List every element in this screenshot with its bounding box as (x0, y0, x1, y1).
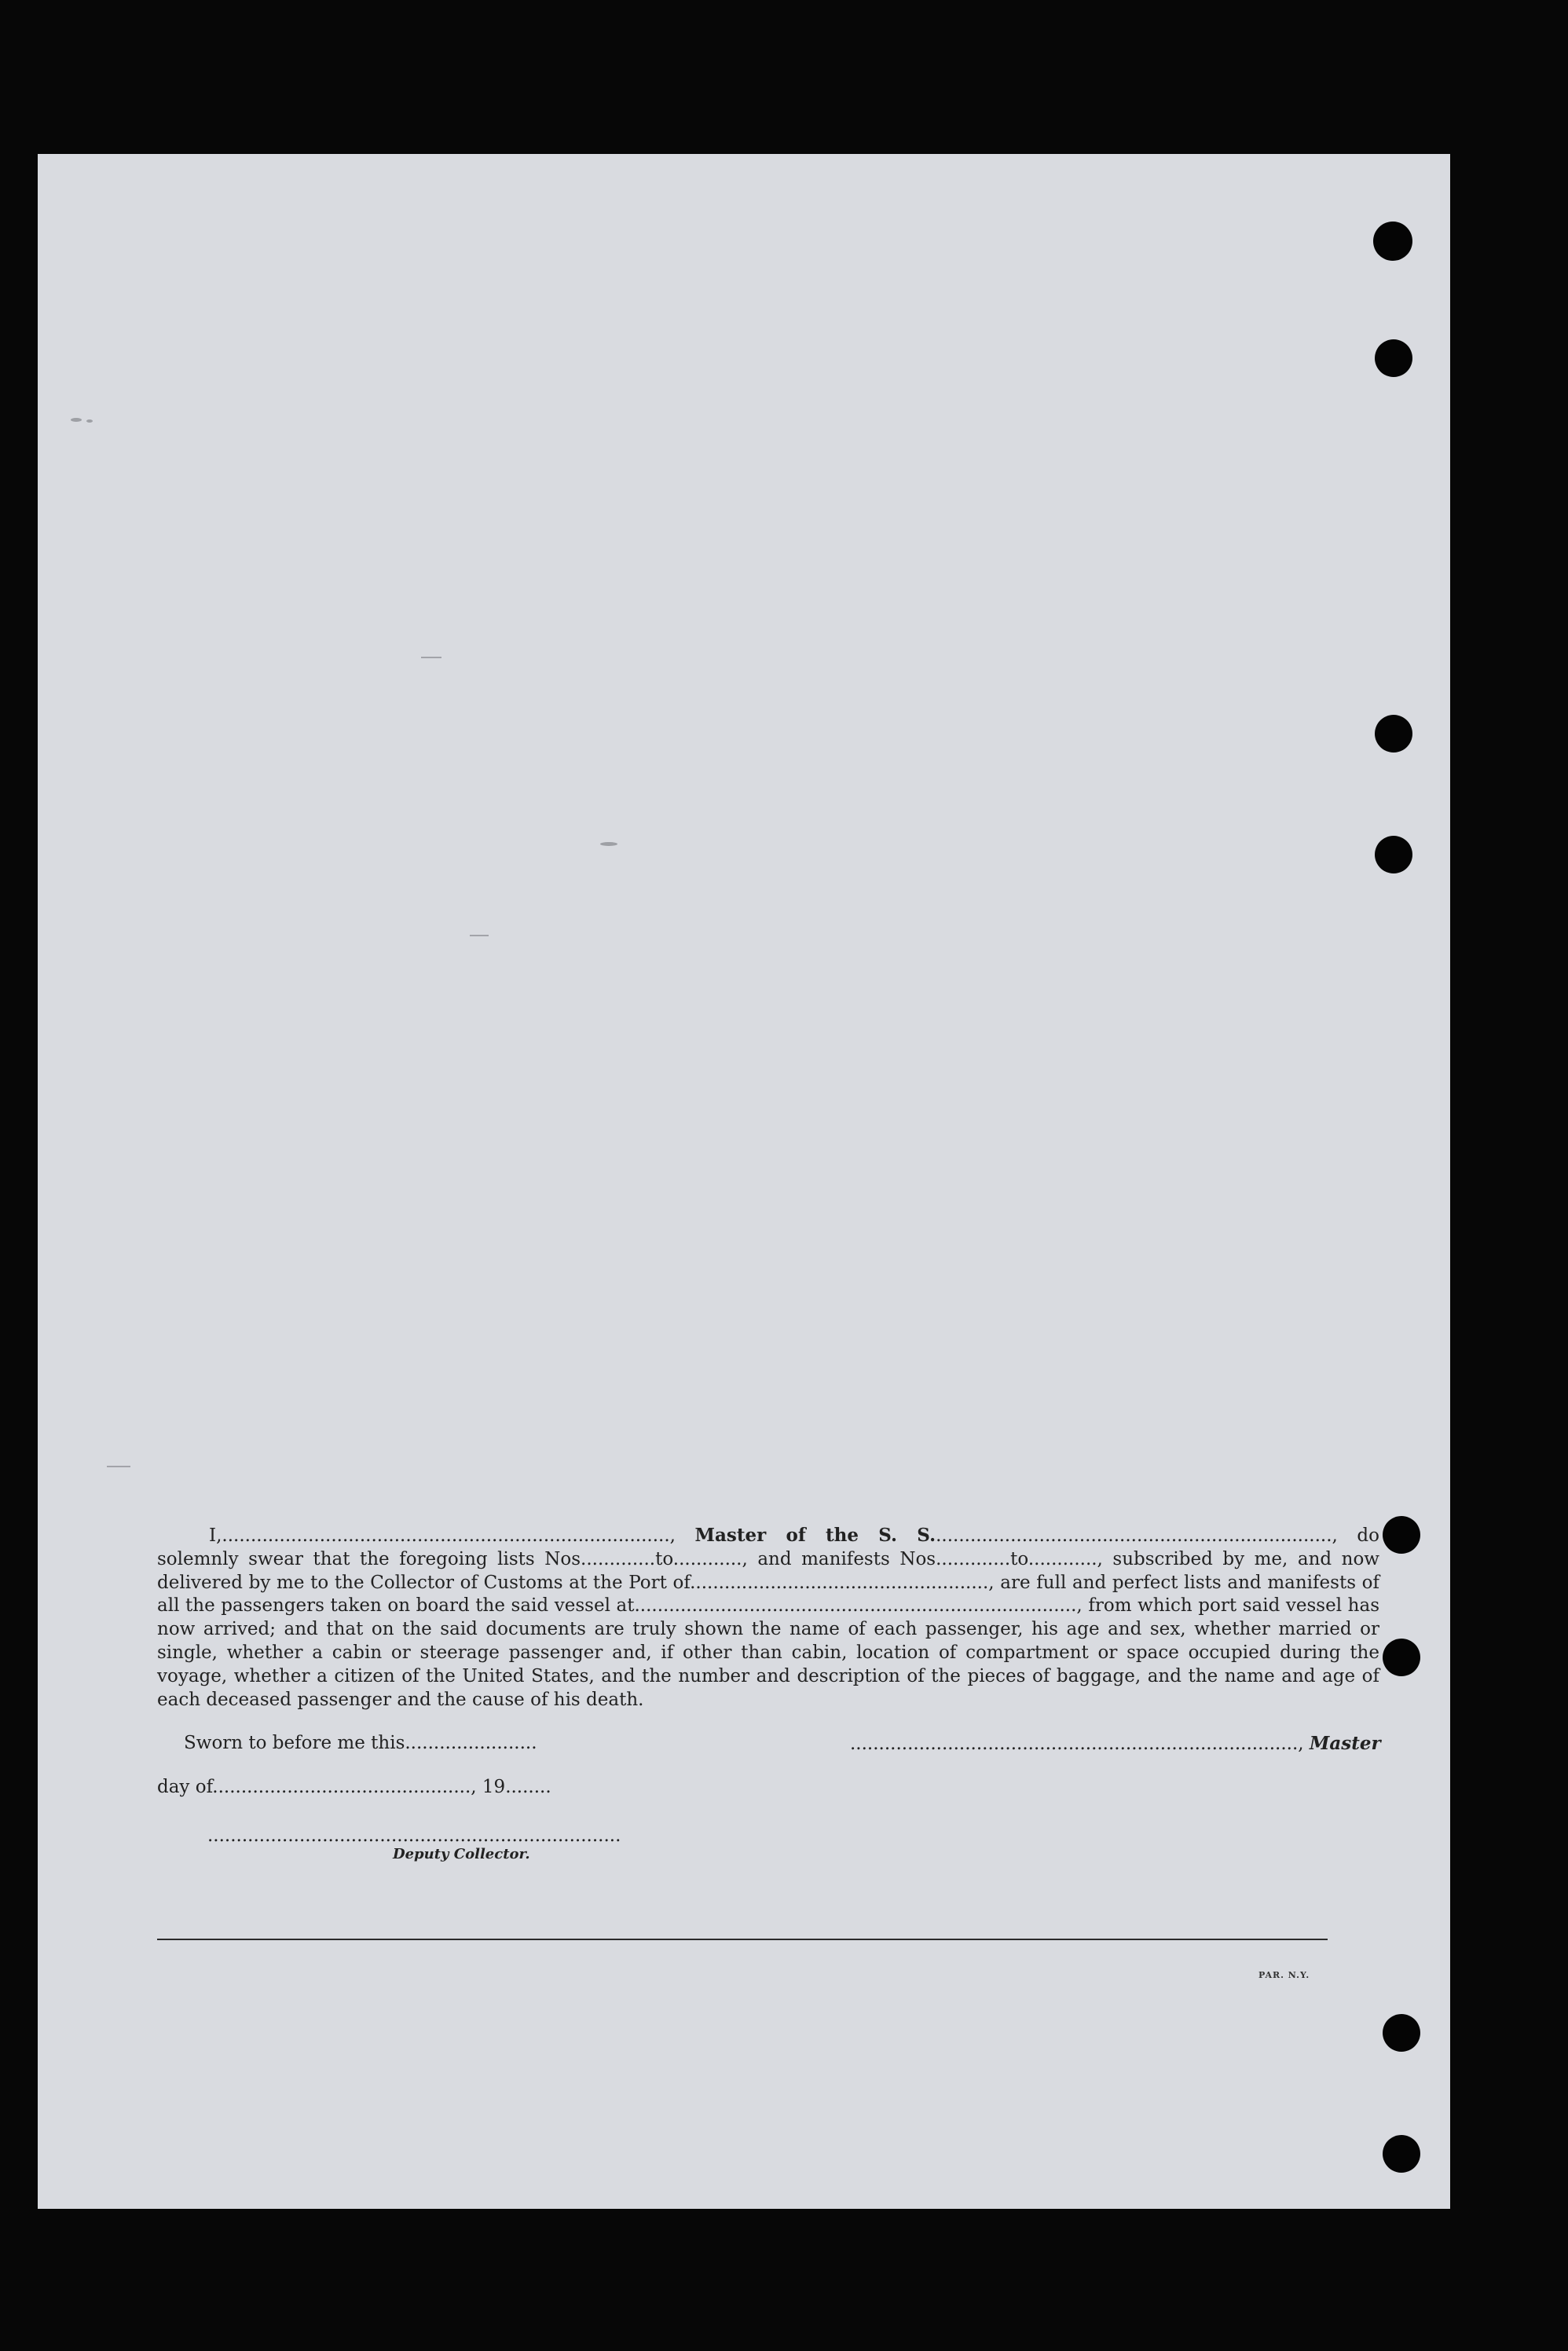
punch-hole (1383, 1639, 1420, 1676)
scan-mark (107, 1466, 130, 1467)
subscribed-text: subscribed by me, and now (1112, 1548, 1379, 1569)
scan-speck (600, 842, 617, 846)
deputy-collector-label: Deputy Collector. (393, 1846, 530, 1862)
year-prefix: 19 (482, 1777, 506, 1797)
punch-hole (1383, 1516, 1420, 1554)
punch-hole (1375, 339, 1412, 377)
master-signature-line: .............................................................................., Master (850, 1733, 1381, 1754)
from-which-text: from which (1088, 1595, 1192, 1617)
form-page (38, 154, 1450, 2209)
deputy-signature-dots: ........................................................................ (207, 1826, 621, 1846)
date-line: day of............................................., 19........ (157, 1777, 551, 1797)
oath-opening: I, (209, 1525, 222, 1546)
punch-hole (1375, 836, 1412, 873)
scan-speck (86, 419, 93, 423)
delivered-text: delivered by me to the Collector of Customs at the Port of (157, 1572, 691, 1593)
manifests-of-text: manifests of all the passengers taken on board the said vessel at (157, 1572, 1380, 1617)
swear-text: swear that the foregoing lists Nos. (248, 1548, 587, 1569)
full-lists-text: are full and perfect lists and (1000, 1572, 1262, 1593)
day-of-label: day of (157, 1777, 213, 1797)
scan-speck (71, 418, 82, 422)
scan-mark (421, 657, 441, 658)
to-text: to (655, 1548, 673, 1569)
master-label: Master (1309, 1733, 1381, 1754)
punch-hole (1383, 2135, 1420, 2173)
scan-mark (470, 935, 489, 936)
oath-remainder-text: port said vessel has now arrived; and that on the said documents are truly shown the name of each passenger, his age and sex, whether married or single, whether a cabin or steerage passenger and, if other than cabin, location of compartment or space occupied during the voyage, whether a citizen of the United States, and the number and description of the pieces of baggage, and the name and age of each deceased passenger and the cause of his death. (157, 1595, 1380, 1710)
sworn-label: Sworn to before me this (184, 1733, 405, 1753)
sworn-line: Sworn to before me this....................... (184, 1733, 537, 1753)
do-solemnly-text: do solemnly (157, 1525, 1379, 1569)
bottom-rule (157, 1939, 1328, 1940)
punch-hole (1373, 222, 1412, 261)
to-text: to (1010, 1548, 1028, 1569)
oath-paragraph: I,.............................................................................., Master of the S. S......................................................................, do solemnly swear that the foregoing lists Nos.............to............, and manifests Nos.............to............, subscribed by me, and now delivered by me to the Collector of Customs at the Port of...................................................., are full and perfect lists and manifests of all the passengers taken on board the said vessel at............................................................................., from which port said vessel has now arrived; and that on the said documents are truly shown the name of each passenger, his age and sex, whether married or single, whether a cabin or steerage passenger and, if other than cabin, location of compartment or space occupied during the voyage, whether a citizen of the United States, and the number and description of the pieces of baggage, and the name and age of each deceased passenger and the cause of his death. (157, 1525, 1380, 1710)
form-code: PAR. N.Y. (1258, 1970, 1310, 1980)
punch-hole (1383, 2014, 1420, 2052)
and-manifests-text: and manifests Nos. (757, 1548, 942, 1569)
master-of-ship-label: Master of the S. S. (694, 1525, 936, 1546)
punch-hole (1375, 715, 1412, 753)
